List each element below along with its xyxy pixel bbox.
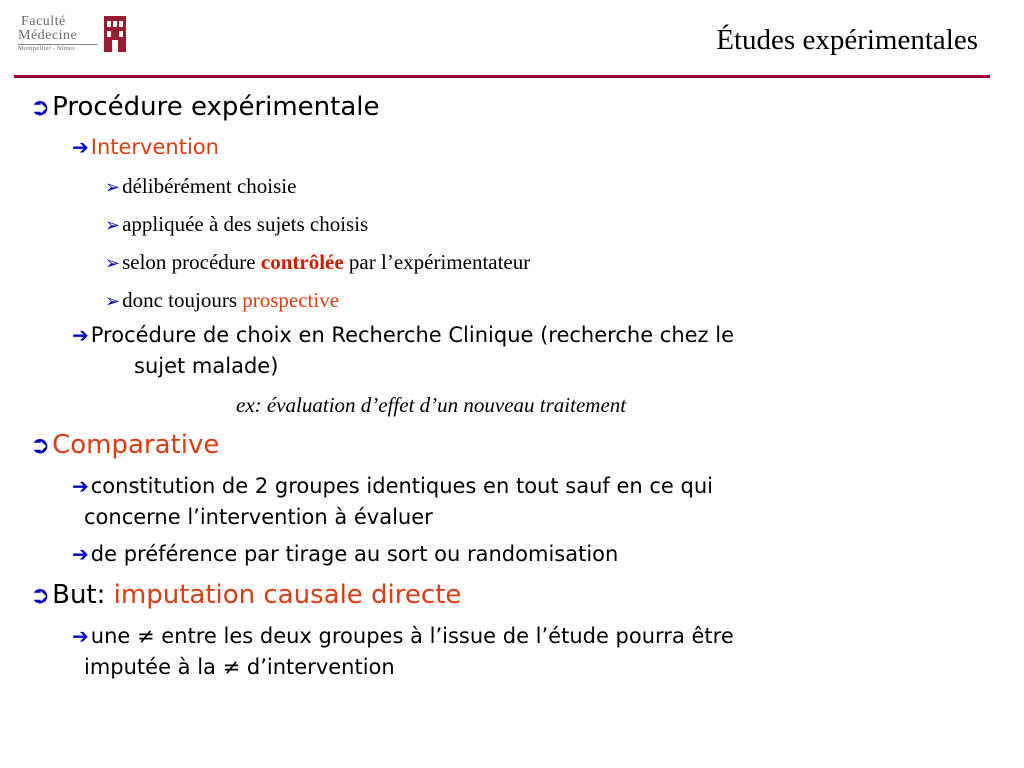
bullet-constitution: [72, 474, 713, 498]
not-equal-symbol: ≠: [136, 624, 155, 648]
bullet-text: Comparative: [52, 430, 220, 460]
bullet-procedure-de-choix: [72, 323, 734, 347]
bullet-text-post: d’intervention: [240, 655, 395, 679]
subbullet-emphasis: prospective: [242, 288, 340, 312]
bullet-text-line1: constitution de 2 groupes identiques en tout sauf en ce qui: [90, 474, 713, 498]
bullet-text: Procédure expérimentale: [52, 92, 380, 122]
building-icon: [104, 16, 126, 52]
arrowhead-icon: ➢: [105, 291, 121, 311]
arrowhead-icon: ➢: [105, 177, 121, 197]
bullet-text-pre: une: [90, 624, 137, 648]
bullet-text-line1: Procédure de choix en Recherche Clinique (recherche chez le: [90, 323, 735, 347]
slide-title: Études expérimentales: [716, 24, 978, 56]
arrow-right-icon: ➔: [72, 135, 89, 159]
bullet-constitution-cont: concerne l’intervention à évaluer: [84, 505, 433, 529]
subbullet-text: appliquée à des sujets choisis: [122, 212, 369, 236]
bullet-procedure-experimentale: [30, 92, 380, 122]
subbullet-selon-procedure: [105, 250, 530, 275]
curved-arrow-icon: ➲: [30, 581, 51, 609]
subbullet-text: délibérément choisie: [122, 174, 297, 198]
bullet-une-difference-cont: [84, 655, 395, 679]
arrow-right-icon: ➔: [72, 474, 89, 498]
bullet-une-difference: [72, 624, 734, 648]
arrow-right-icon: ➔: [72, 624, 89, 648]
logo-text-city: Montpellier - Nîmes: [18, 45, 75, 52]
bullet-text-pre: imputée à la: [84, 655, 223, 679]
title-divider: [14, 75, 990, 78]
bullet-text: Intervention: [90, 135, 219, 159]
subbullet-emphasis: contrôlée: [260, 250, 344, 274]
arrow-right-icon: ➔: [72, 323, 89, 347]
bullet-text: de préférence par tirage au sort ou randomisation: [90, 542, 619, 566]
bullet-comparative: [30, 430, 219, 460]
bullet-procedure-de-choix-cont: sujet malade): [134, 354, 279, 378]
bullet-text-post: entre les deux groupes à l’issue de l’étude pourra être: [154, 624, 734, 648]
arrowhead-icon: ➢: [105, 215, 121, 235]
logo-text-faculte: Faculté: [21, 14, 66, 29]
subbullet-prospective: [105, 288, 339, 313]
not-equal-symbol: ≠: [222, 655, 241, 679]
subbullet-text-pre: selon procédure: [122, 250, 261, 274]
bullet-but: [30, 580, 461, 610]
subbullet-text-post: par l’expérimentateur: [343, 250, 531, 274]
logo-text-medecine: Médecine: [18, 28, 78, 43]
faculty-logo: [16, 14, 128, 58]
bullet-emphasis: imputation causale directe: [113, 580, 462, 610]
bullet-text-pre: But:: [52, 580, 114, 610]
curved-arrow-icon: ➲: [30, 93, 51, 121]
example-text: ex: évaluation d’effet d’un nouveau traitement: [236, 393, 627, 417]
subbullet-text-pre: donc toujours: [122, 288, 243, 312]
curved-arrow-icon: ➲: [30, 431, 51, 459]
bullet-intervention: [72, 135, 219, 159]
arrow-right-icon: ➔: [72, 542, 89, 566]
subbullet-appliquee: [105, 212, 368, 237]
bullet-tirage-au-sort: [72, 542, 618, 566]
subbullet-deliberement: [105, 174, 296, 199]
arrowhead-icon: ➢: [105, 253, 121, 273]
